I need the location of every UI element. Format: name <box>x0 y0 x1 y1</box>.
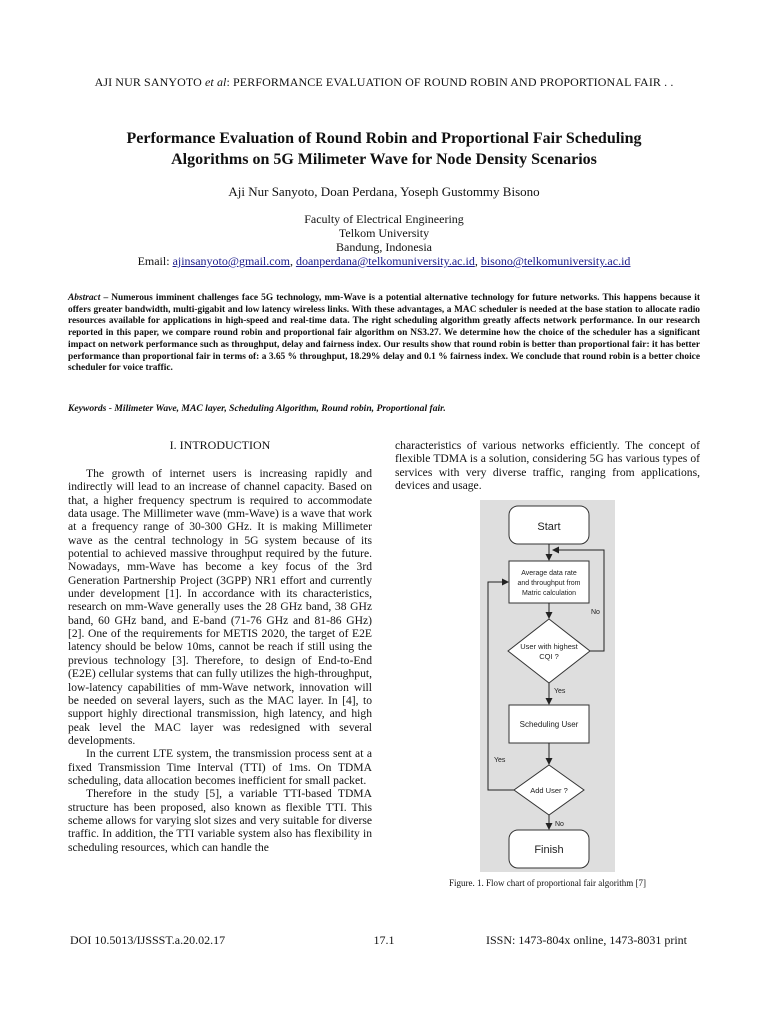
abstract-label: Abstract <box>68 293 101 303</box>
title-line-1: Performance Evaluation of Round Robin and Proportional Fair Scheduling <box>126 130 642 147</box>
footer-doi: DOI 10.5013/IJSSST.a.20.02.17 <box>70 933 226 947</box>
left-column <box>68 467 372 854</box>
no-label-2: No <box>555 821 564 828</box>
yes-label-2: Yes <box>494 757 506 764</box>
no-label-1: No <box>591 609 600 616</box>
svg-text:and throughput from: and throughput from <box>517 580 581 587</box>
paper-title <box>40 128 728 170</box>
svg-text:CQI ?: CQI ? <box>539 652 559 661</box>
email-line: Email: ajinsanyoto@gmail.com, doanperdana@telkomuniversity.ac.id, bisono@telkomuniversity.ac.id <box>137 254 631 268</box>
abstract <box>68 293 700 375</box>
paragraph: characteristics of various networks efficiently. The concept of flexible TDMA is a solution, considering 5G has various types of services with very diverse traffic, ranging from applications, devices and usage. <box>395 439 700 493</box>
yes-label-1: Yes <box>554 688 566 695</box>
start-label: Start <box>537 521 561 533</box>
authors: Aji Nur Sanyoto, Doan Perdana, Yoseph Gustommy Bisono <box>228 184 540 199</box>
affiliation: Faculty of Electrical Engineering Telkom University Bandung, Indonesia Email: ajinsanyoto@gmail.com, doanperdana@telkomuniversity.ac.id, bisono@telkomuniversity.ac.id <box>0 212 768 268</box>
running-header: AJI NUR SANYOTO et al: PERFORMANCE EVALUATION OF ROUND ROBIN AND PROPORTIONAL FAIR . . <box>94 75 674 89</box>
abstract-text: – Numerous imminent challenges face 5G technology, mm-Wave is a potential alternative technology for future networks. This happens because it offers greater bandwidth, multi-gigabit and low latency wireless links. With these advantages, a MAC scheduler is needed at the base station to allocate radio resources available for applications in high-speed and real-time data. The right scheduling algorithm greatly affects network performance. In our research reported in this paper, we compare round robin and proportional fair algorithm on NS3.27. We determine how the choice of the scheduler has a significant impact on network performance such as throughput, delay and fairness index. Our results show that round robin is better than proportional fair: it has better performance than proportional fair in terms of: a 3.65 % throughput, 18.29% delay and 0.1 % fairness index. We conclude that round robin is a better choice scheduler for voice traffic. <box>68 293 700 374</box>
decision-highest-cqi <box>508 619 590 683</box>
email-link-3[interactable]: bisono@telkomuniversity.ac.id <box>480 254 631 268</box>
paragraph: Therefore in the study [5], a variable TTI-based TDMA structure has been proposed, also known as flexible TTI. This scheme allows for varying slot sizes and very suitable for diverse traffic. In addition, the TTI variable system also has flexibility in scheduling resources, which can handle the <box>68 787 372 854</box>
email-link-2[interactable]: doanperdana@telkomuniversity.ac.id <box>295 254 475 268</box>
svg-text:User with highest: User with highest <box>520 642 578 651</box>
title-line-2: Algorithms on 5G Milimeter Wave for Node Density Scenarios <box>171 151 597 168</box>
finish-label: Finish <box>534 844 564 856</box>
paragraph: The growth of internet users is increasing rapidly and indirectly will lead to an increase of channel capacity. Based on that, a higher frequency spectrum is required to accommodate data usage. The Millimeter wave (mm-Wave) is a wave that work at a frequency range of 30-300 GHz. It is making Millimeter wave as the central technology in 5G system because of its potential to achieved massive throughput required by the future. Nowadays, mm-Wave has become a key focus of the 3rd Generation Partnership Project (3GPP) NR1 effort and currently under development [1]. In accordance with its characteristics, research on mm-Wave generally uses the 28 GHz band, 38 GHz band, 60 GHz band, and E-band (71-76 GHz and 81-86 GHz) [2]. One of the requirements for METIS 2020, the target of E2E latency should be below 10ms, cannot be reach if still using the previous technology [3]. Therefore, to design of End-to-End (E2E) cellular systems that can fully utilizes the high-throughput, low-latency capabilities of mm-Wave network, innovation will be needed on several layers, such as the MAC layer. In [4], to support highly directional transmission, high latency, and high peak level the MAC layer was redesigned with several developments. <box>68 467 372 747</box>
svg-text:Add User ?: Add User ? <box>530 786 568 795</box>
figure-caption: Figure. 1. Flow chart of proportional fair algorithm [7] <box>449 878 646 888</box>
keywords: Keywords - Milimeter Wave, MAC layer, Scheduling Algorithm, Round robin, Proportional fair. <box>68 403 446 414</box>
svg-text:Average data rate: Average data rate <box>521 570 577 577</box>
paragraph: In the current LTE system, the transmission process sent at a fixed Transmission Time Interval (TTI) of 1ms. On TDMA scheduling, data allocation becomes inefficient for small packet. <box>68 747 372 787</box>
svg-text:Matric calculation: Matric calculation <box>521 590 577 597</box>
email-link-1[interactable]: ajinsanyoto@gmail.com <box>172 254 290 268</box>
right-column <box>395 439 700 492</box>
footer-issn: ISSN: 1473-804x online, 1473-8031 print <box>486 933 687 947</box>
footer-page-number: 17.1 <box>373 933 395 947</box>
flowchart-figure <box>480 500 615 872</box>
section-heading: I. INTRODUCTION <box>169 438 271 452</box>
svg-text:Scheduling User: Scheduling User <box>519 720 579 729</box>
